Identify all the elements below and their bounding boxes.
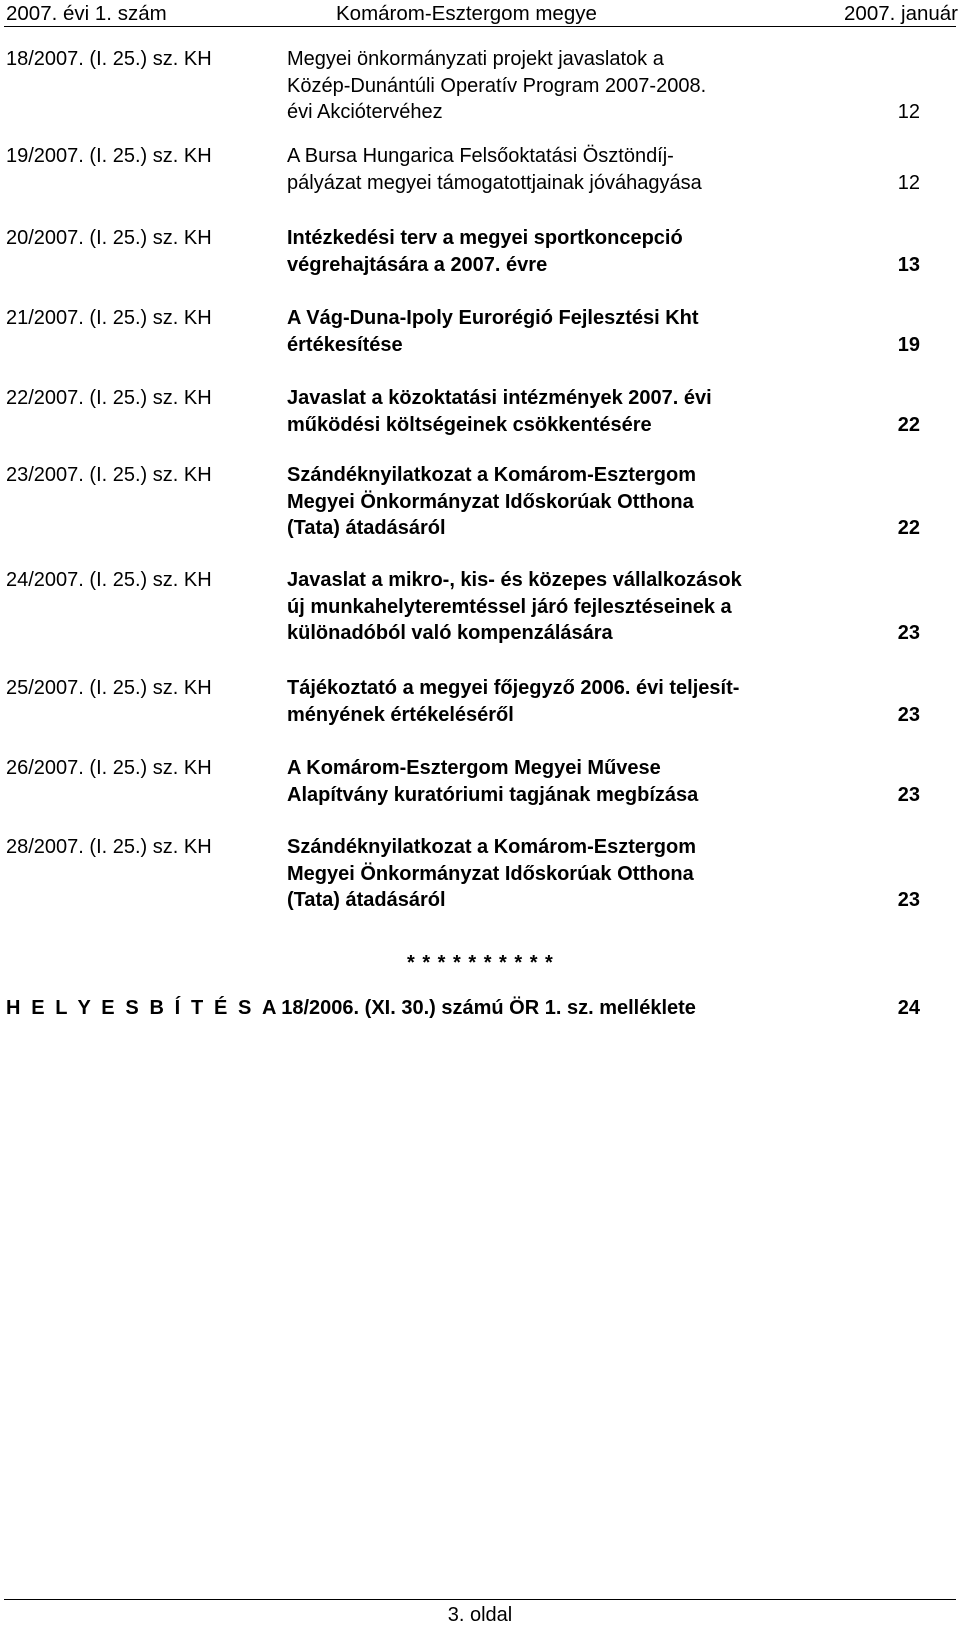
title-line: Megyei Önkormányzat Időskorúak Otthona xyxy=(287,490,694,513)
page-number: 23 xyxy=(897,889,920,911)
page-number: 24 xyxy=(897,997,920,1019)
section-separator: * * * * * * * * * * xyxy=(407,952,554,974)
title-line: Szándéknyilatkozat a Komárom-Esztergom xyxy=(287,836,696,858)
resolution-title xyxy=(287,675,827,728)
resolution-number: 24/2007. (I. 25.) sz. KH xyxy=(6,569,212,591)
title-line: működési költségeinek csökkentésére xyxy=(287,413,652,436)
title-line: évi Akciótervéhez xyxy=(287,101,443,123)
title-line: (Tata) átadásáról xyxy=(287,517,446,539)
page-number: 22 xyxy=(897,517,920,539)
correction-label: H E L Y E S B Í T É S xyxy=(6,997,254,1019)
title-line: A Komárom-Esztergom Megyei Művese xyxy=(287,757,661,779)
resolution-title xyxy=(287,567,827,647)
title-line: értékesítése xyxy=(287,333,403,356)
title-line: (Tata) átadásáról xyxy=(287,889,446,911)
resolution-number: 19/2007. (I. 25.) sz. KH xyxy=(6,145,212,167)
title-line: Szándéknyilatkozat a Komárom-Esztergom xyxy=(287,464,696,486)
resolution-number: 22/2007. (I. 25.) sz. KH xyxy=(6,387,212,409)
page-number: 12 xyxy=(897,171,920,194)
resolution-title xyxy=(287,46,827,126)
resolution-number: 25/2007. (I. 25.) sz. KH xyxy=(6,677,212,699)
page-number: 19 xyxy=(897,333,920,356)
resolution-number: 20/2007. (I. 25.) sz. KH xyxy=(6,227,212,249)
title-line: új munkahelyteremtéssel járó fejlesztéseinek a xyxy=(287,595,732,618)
resolution-number: 21/2007. (I. 25.) sz. KH xyxy=(6,307,212,329)
resolution-title xyxy=(287,834,827,914)
title-line: Közép-Dunántúli Operatív Program 2007-2008. xyxy=(287,74,707,97)
page-number: 23 xyxy=(897,703,920,726)
page-number: 22 xyxy=(897,413,920,436)
title-line: végrehajtására a 2007. évre xyxy=(287,253,548,276)
title-line: pályázat megyei támogatottjainak jóváhagyása xyxy=(287,171,702,194)
title-line: Alapítvány kuratóriumi tagjának megbízása xyxy=(287,783,699,806)
page-label: 3. oldal xyxy=(447,1604,513,1626)
title-line: Intézkedési terv a megyei sportkoncepció xyxy=(287,227,683,249)
title-line: Megyei Önkormányzat Időskorúak Otthona xyxy=(287,862,694,885)
page-number: 23 xyxy=(897,783,920,806)
header-issue: 2007. évi 1. szám xyxy=(6,2,167,25)
header-rule xyxy=(4,26,956,27)
title-line: Tájékoztató a megyei főjegyző 2006. évi teljesít- xyxy=(287,677,740,699)
page-footer xyxy=(0,1604,960,1627)
header-county: Komárom-Esztergom megye xyxy=(336,2,597,25)
resolution-title xyxy=(287,385,827,438)
title-line: ményének értékeléséről xyxy=(287,703,514,726)
footer-rule xyxy=(4,1599,956,1600)
resolution-number: 28/2007. (I. 25.) sz. KH xyxy=(6,836,212,858)
title-line: különadóból való kompenzálására xyxy=(287,622,613,644)
title-line: A Bursa Hungarica Felsőoktatási Ösztöndíj- xyxy=(287,145,674,167)
page-number: 12 xyxy=(897,101,920,123)
resolution-title xyxy=(287,225,827,278)
resolution-number: 23/2007. (I. 25.) sz. KH xyxy=(6,464,212,486)
resolution-title xyxy=(287,305,827,358)
page-number: 23 xyxy=(897,622,920,644)
title-line: A Vág-Duna-Ipoly Eurorégió Fejlesztési Kht xyxy=(287,307,699,329)
correction-text: A 18/2006. (XI. 30.) számú ÖR 1. sz. melléklete xyxy=(262,997,696,1019)
title-line: Javaslat a közoktatási intézmények 2007. évi xyxy=(287,387,712,409)
resolution-number: 18/2007. (I. 25.) sz. KH xyxy=(6,48,212,70)
title-line: Javaslat a mikro-, kis- és közepes vállalkozások xyxy=(287,569,742,591)
resolution-title xyxy=(287,755,827,808)
title-line: Megyei önkormányzati projekt javaslatok a xyxy=(287,48,664,70)
page-header xyxy=(0,0,960,28)
header-date: 2007. január xyxy=(844,2,958,25)
resolution-title xyxy=(287,143,827,196)
resolution-title xyxy=(287,462,827,542)
resolution-number: 26/2007. (I. 25.) sz. KH xyxy=(6,757,212,779)
page-number: 13 xyxy=(897,253,920,276)
